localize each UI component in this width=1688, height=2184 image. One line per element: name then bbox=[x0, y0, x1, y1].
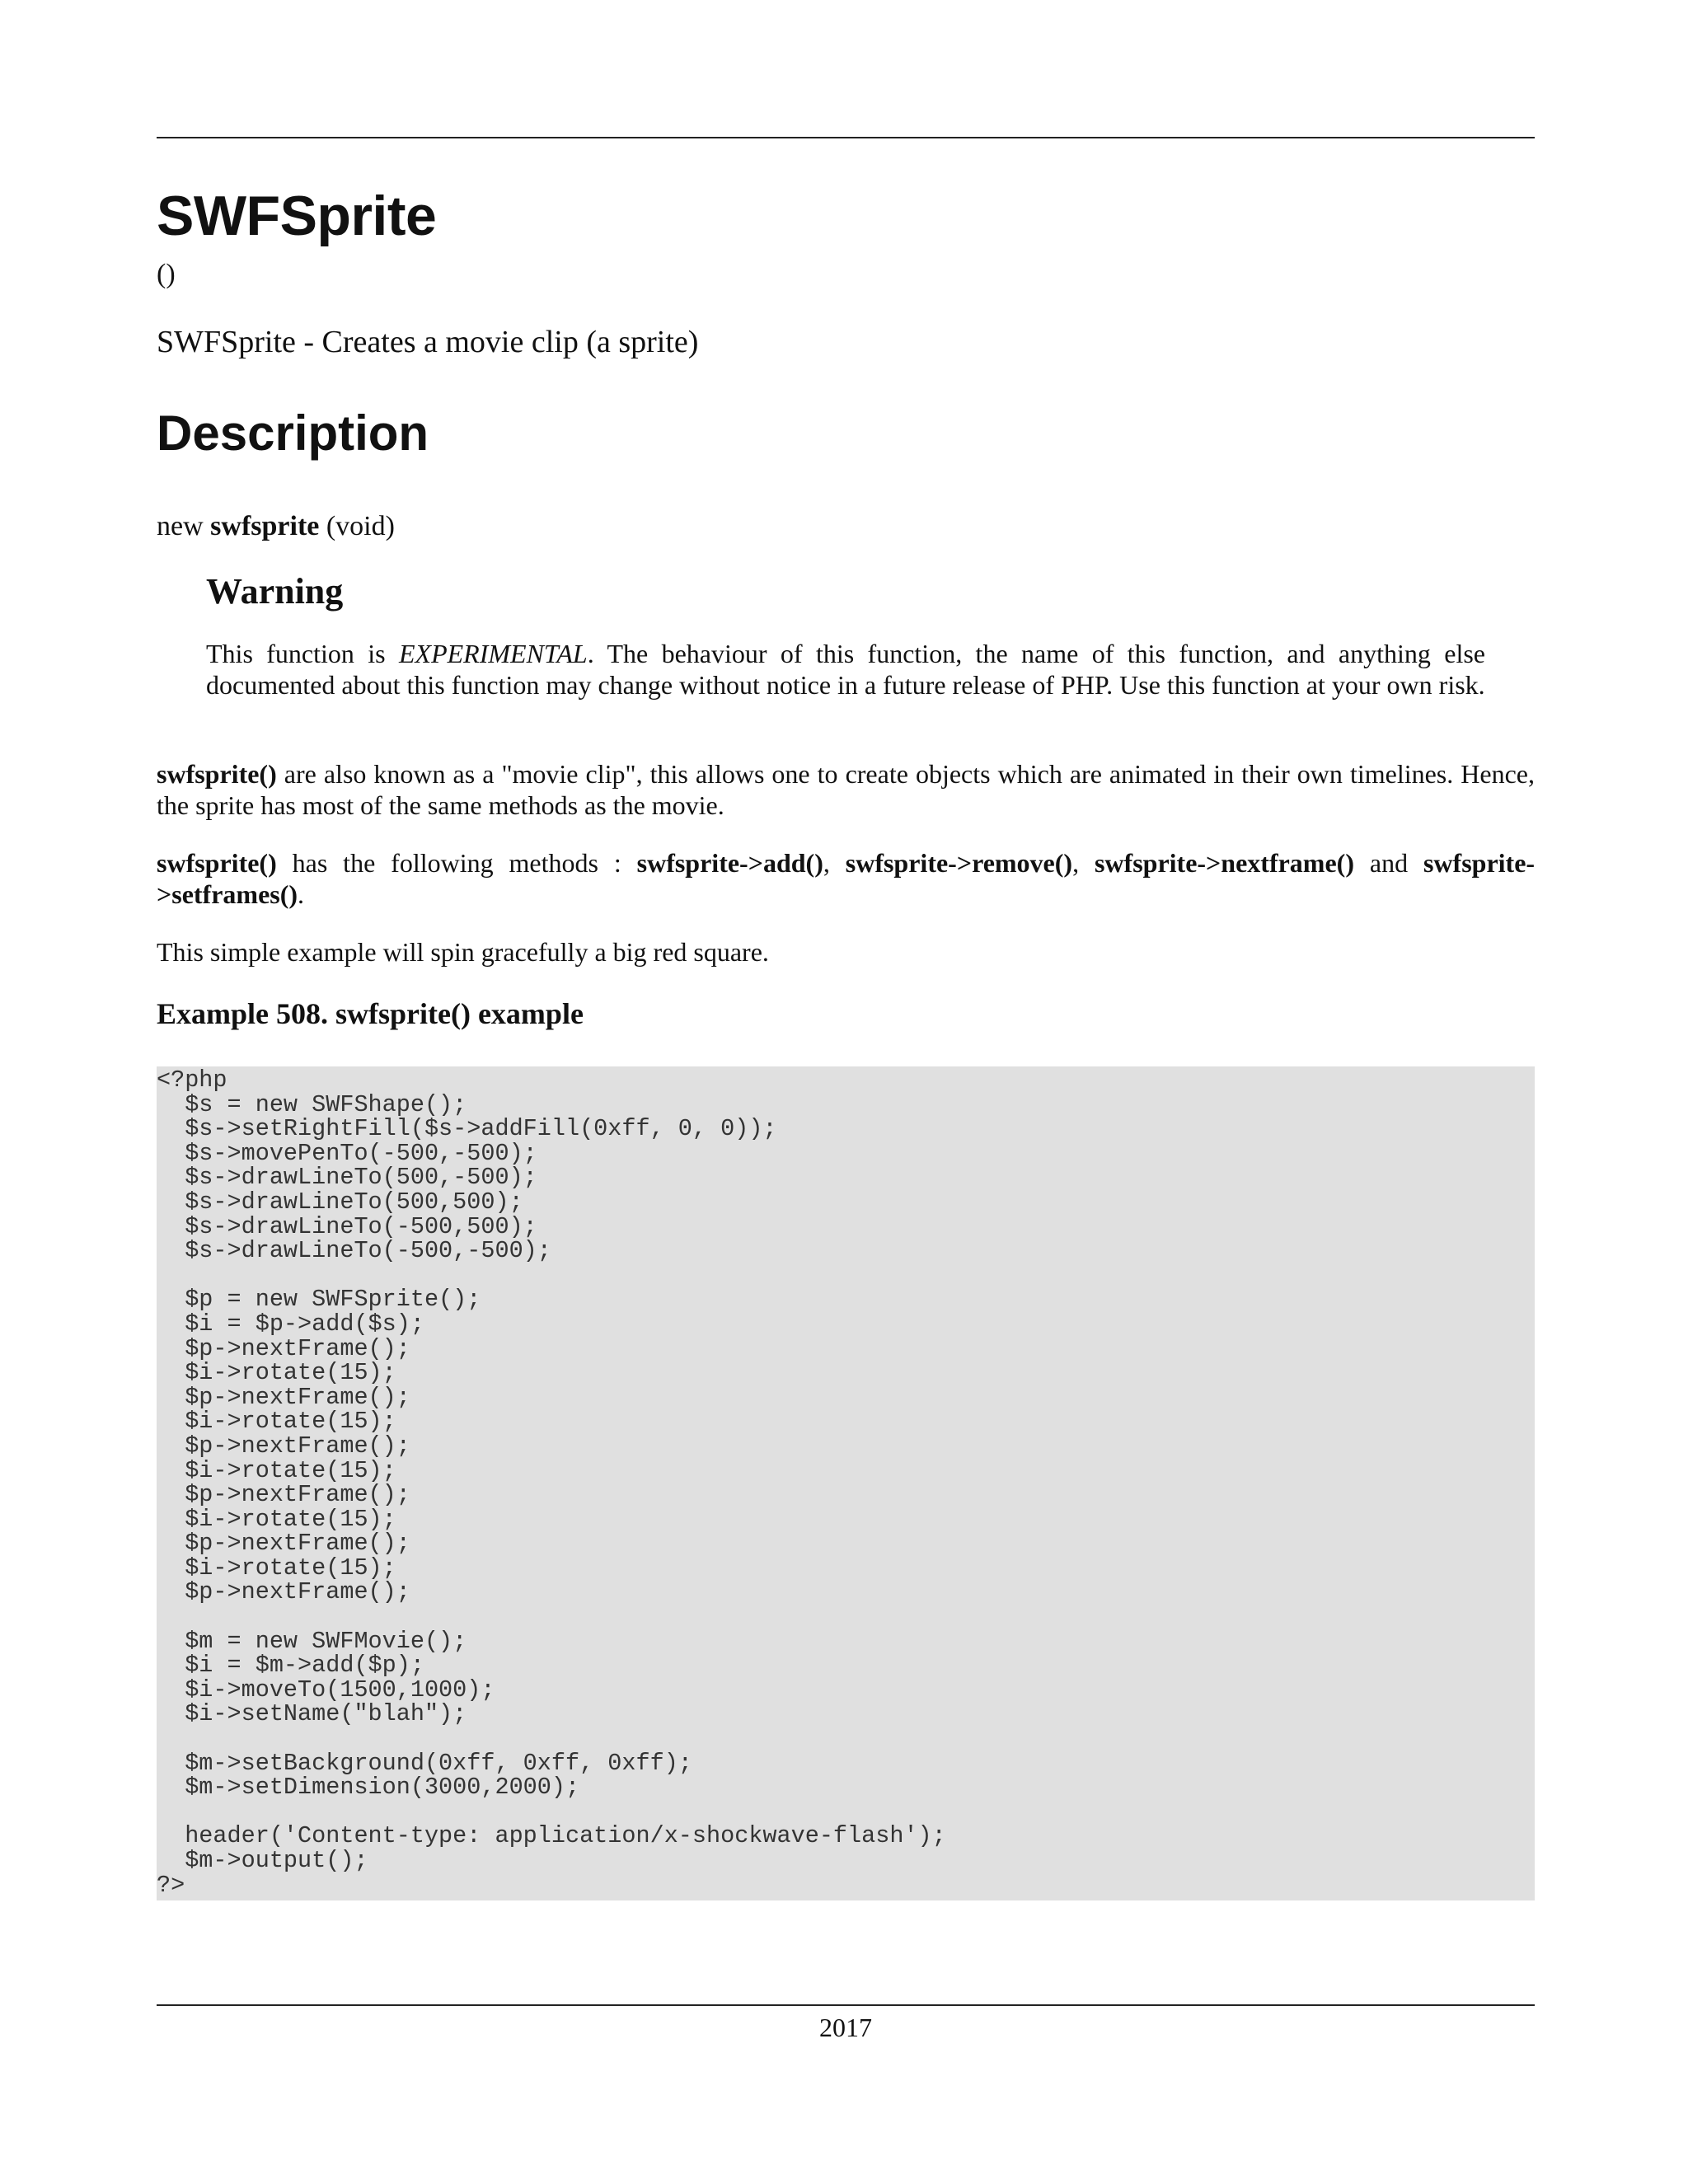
document-page bbox=[157, 0, 1535, 2184]
warning-text bbox=[206, 638, 1485, 701]
refpurpose: SWFSprite - Creates a movie clip (a sprite) bbox=[157, 325, 699, 359]
paragraph-text: has the following methods : bbox=[276, 848, 637, 878]
synopsis-args: (void) bbox=[319, 511, 395, 541]
paragraph-example-intro: This simple example will spin gracefully a big red square. bbox=[157, 937, 769, 967]
page-number: 2017 bbox=[819, 2013, 872, 2042]
paragraph-methods bbox=[157, 847, 1535, 910]
method-setframes: swfsprite->setframes() bbox=[157, 848, 1536, 909]
separator: and bbox=[1353, 848, 1423, 878]
paragraph-end: . bbox=[298, 879, 305, 909]
synopsis-function-name: swfsprite bbox=[210, 511, 320, 541]
code-example: <?php $s = new SWFShape(); $s->setRightFill($s->addFill(0xff, 0, 0)); $s->movePenTo(-500,-500); $s->drawLineTo(500,-500); $s->drawLineTo(500,500); $s->drawLineTo(-500,500); $s->drawLineTo(-500,-500); $p = new SWFSprite(); $i = $p->add($s); $p->nextFrame(); $i->rotate(15); $p->nextFrame(); $i->rotate(15); $p->nextFrame(); $i->rotate(15); $p->nextFrame(); $i->rotate(15); $p->nextFrame(); $i->rotate(15); $p->nextFrame(); $m = new SWFMovie(); $i = $m->add($p); $i->moveTo(1500,1000); $i->setName("blah"); $m->setBackground(0xff, 0xff, 0xff); $m->setDimension(3000,2000); header('Content-type: application/x-shockwave-flash'); $m->output(); ?> bbox=[157, 1066, 1535, 1900]
paragraph-text: are also known as a "movie clip", this allows one to create objects which are animated in their own timelines. Hence, the sprite has most of the same methods as the movie. bbox=[157, 759, 1535, 820]
example-title: Example 508. swfsprite() example bbox=[157, 997, 584, 1030]
bottom-rule bbox=[157, 2004, 1535, 2006]
warning-box bbox=[206, 569, 1485, 701]
separator: , bbox=[823, 848, 846, 878]
method-nextframe: swfsprite->nextframe() bbox=[1094, 848, 1354, 878]
description-heading: Description bbox=[157, 405, 429, 461]
separator: , bbox=[1072, 848, 1095, 878]
paragraph-func-name: swfsprite() bbox=[157, 848, 277, 878]
warning-text-before: This function is bbox=[206, 639, 399, 668]
synopsis-prefix: new bbox=[157, 511, 211, 541]
page-title: SWFSprite bbox=[157, 185, 437, 247]
warning-title: Warning bbox=[206, 571, 344, 612]
method-add: swfsprite->add() bbox=[636, 848, 823, 878]
top-rule bbox=[157, 137, 1535, 138]
paragraph-func-name: swfsprite() bbox=[157, 759, 277, 789]
paragraph-movie-clip bbox=[157, 758, 1535, 821]
method-remove: swfsprite->remove() bbox=[845, 848, 1073, 878]
warning-text-after: . The behaviour of this function, the name of this function, and anything else documented about this function may change without notice in a future release of PHP. Use this function at your own risk. bbox=[206, 639, 1486, 700]
warning-emphasis: EXPERIMENTAL bbox=[398, 639, 588, 668]
function-synopsis bbox=[157, 513, 395, 541]
title-parens: () bbox=[157, 259, 176, 289]
